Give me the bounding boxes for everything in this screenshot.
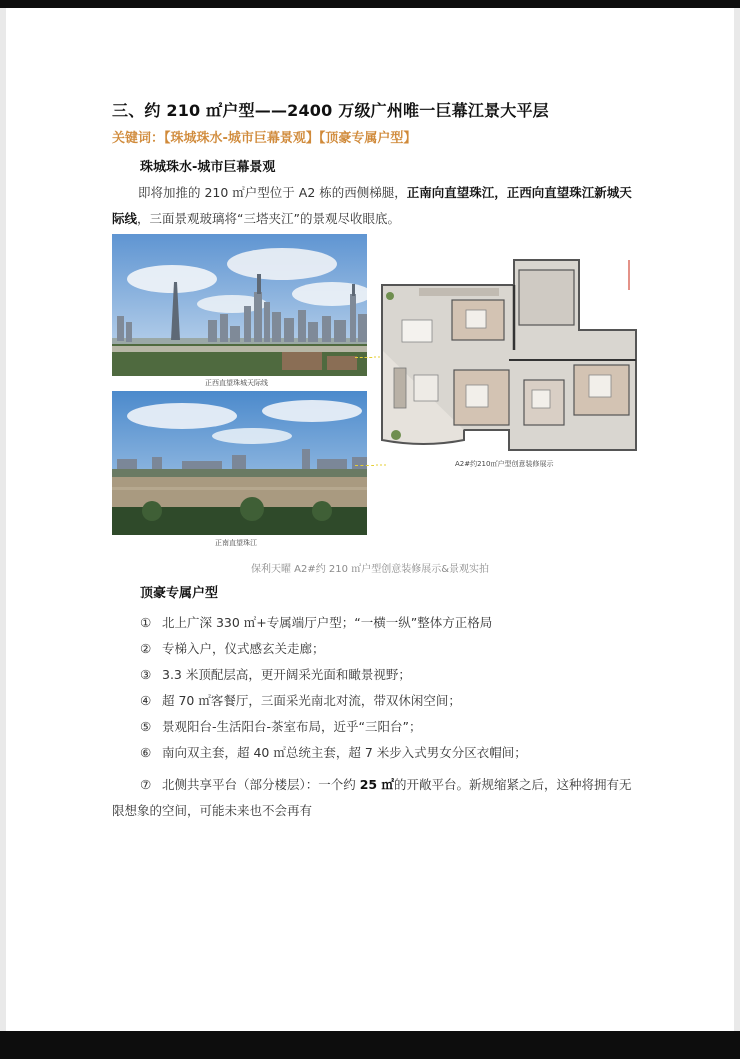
item-text: 超 70 ㎡客餐厅，三面采光南北对流，带双休闲空间； xyxy=(162,693,461,708)
item7-text-b: 的开敞平台。新规缩紧之后，这种将拥有无限想象的空间，可能未来也不会再有 xyxy=(112,777,632,818)
section-heading: 三、约 210 ㎡户型——2400 万级广州唯一巨幕江景大平层 xyxy=(112,101,549,120)
feature-item-7 xyxy=(112,772,642,824)
feature-item-6 xyxy=(140,743,527,761)
keywords-line: 关键词：【珠城珠水-城市巨幕景观】【顶豪专属户型】 xyxy=(112,131,417,146)
page-edge-left xyxy=(0,8,6,1031)
item-text: 专梯入户，仪式感玄关走廊； xyxy=(162,641,325,656)
river-caption: 正南直望珠江 xyxy=(215,539,257,547)
river-photo xyxy=(112,391,367,535)
top-bar xyxy=(0,0,740,8)
page-edge-right xyxy=(734,8,740,1031)
subheading-scenery: 珠城珠水-城市巨幕景观 xyxy=(140,160,276,175)
feature-item-3 xyxy=(140,665,411,683)
feature-item-4 xyxy=(140,691,461,709)
floor-plan xyxy=(374,250,644,470)
bottom-bar xyxy=(0,1031,740,1059)
scenery-paragraph xyxy=(112,180,642,232)
floor-plan-caption: A2#约210㎡户型创意装修展示 xyxy=(455,460,554,468)
scenery-text-bold: 正南向直望珠江，正西向直望珠江新城天际线 xyxy=(112,185,632,226)
item-number: ② xyxy=(140,641,152,656)
item-number: ④ xyxy=(140,693,152,708)
item-number: ⑥ xyxy=(140,745,152,760)
item-text: 北上广深 330 ㎡+专属端厅户型；“一横一纵”整体方正格局 xyxy=(162,615,493,630)
item-number: ⑤ xyxy=(140,719,152,734)
item-number: ⑦ xyxy=(140,777,152,792)
subheading-unit: 顶豪专属户型 xyxy=(140,586,219,601)
item-text: 南向双主套，超 40 ㎡总统主套，超 7 米步入式男女分区衣帽间； xyxy=(162,745,527,760)
item7-text-a: 北侧共享平台（部分楼层）：一个约 xyxy=(162,777,360,792)
skyline-caption: 正西直望珠城天际线 xyxy=(205,379,268,387)
item-number: ③ xyxy=(140,667,152,682)
skyline-photo xyxy=(112,234,367,376)
feature-item-2 xyxy=(140,639,325,657)
figure-caption: 保利天曜 A2#约 210 ㎡户型创意装修展示&景观实拍 xyxy=(250,564,489,575)
item7-text-bold: 25 ㎡ xyxy=(359,777,394,792)
item-text: 3.3 米顶配层高，更开阔采光面和瞰景视野； xyxy=(162,667,411,682)
scenery-text-b: ，三面景观玻璃将“三塔夹江”的景观尽收眼底。 xyxy=(137,211,400,226)
feature-item-1 xyxy=(140,613,492,631)
scenery-text-a: 即将加推的 210 ㎡户型位于 A2 栋的西侧梯腿， xyxy=(138,185,407,200)
item-number: ① xyxy=(140,615,152,630)
item-text: 景观阳台-生活阳台-茶室布局，近乎“三阳台”； xyxy=(162,719,422,734)
feature-item-5 xyxy=(140,717,421,735)
